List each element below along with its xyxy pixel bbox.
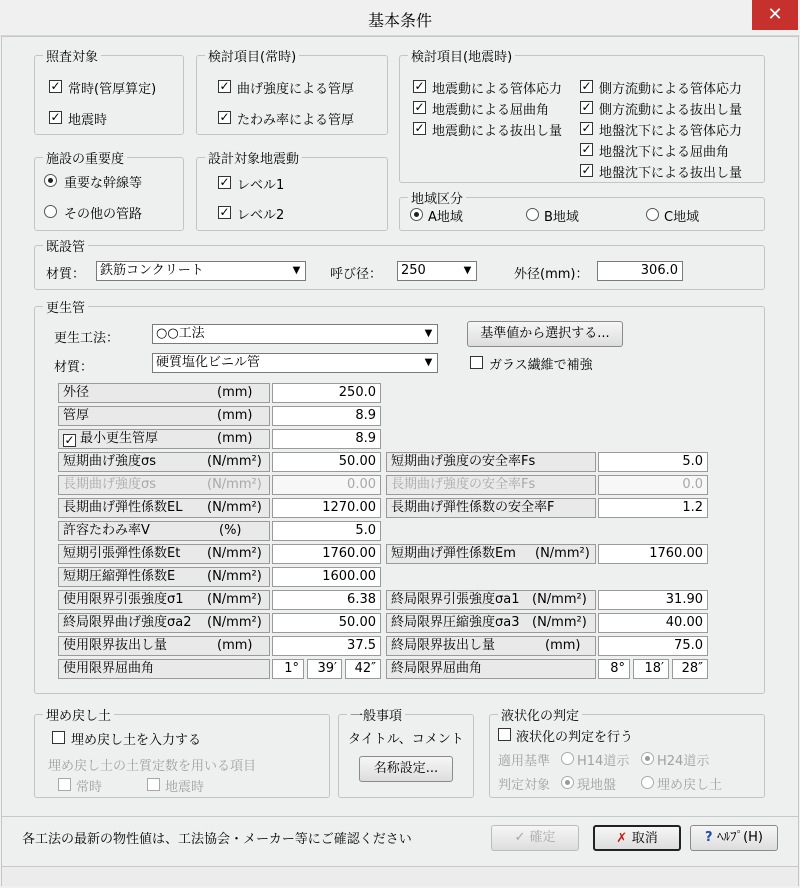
window-title: 基本条件	[367, 11, 432, 30]
row-r3-name: 短期曲げ弾性係数Em	[391, 546, 516, 561]
name-setting-button[interactable]: 名称設定...	[359, 756, 453, 782]
row-r3-value[interactable]: 1760.00	[598, 544, 708, 564]
row-l9-value[interactable]: 6.38	[272, 590, 381, 610]
group-juyodo-legend: 施設の重要度	[43, 148, 127, 167]
radio-genjiban-label: 現地盤	[577, 778, 617, 793]
row-r6-label	[386, 636, 596, 656]
row-r4-name: 終局限界引張強度σa1	[391, 592, 520, 607]
check-jishin-r1[interactable]: ✓	[581, 100, 592, 114]
row-minthick-name: 最小更生管厚	[80, 431, 159, 446]
kosei-method-label: 更生工法：	[54, 331, 120, 346]
check-umemodoshi-joji-label: 常時	[76, 780, 103, 795]
check-level1[interactable]: ✓	[219, 175, 230, 189]
check-icon: ✓	[514, 830, 530, 845]
radio-genjiban	[561, 776, 574, 789]
ekijoka-taisho-label: 判定対象	[498, 778, 551, 793]
row-r6-value[interactable]: 75.0	[598, 636, 708, 656]
row-r7-name: 終局限界屈曲角	[391, 661, 483, 676]
check-ekijoka[interactable]	[498, 728, 511, 741]
radio-chiiki-b-label: B地域	[544, 210, 579, 225]
kosei-method-value: ○○工法	[156, 326, 205, 341]
angle-use-sec[interactable]	[345, 659, 381, 679]
check-joji-kanatsu-label: 常時(管厚算定)	[68, 82, 157, 97]
kosei-material-select[interactable]	[152, 353, 438, 373]
radio-h24	[641, 752, 654, 765]
row-r3-unit: (N/mm²)	[535, 546, 590, 561]
row-l3-unit: (N/mm²)	[207, 454, 262, 469]
check-tawami-label: たわみ率による管厚	[237, 113, 355, 128]
row-r5-unit: (N/mm²)	[532, 615, 587, 630]
group-kisetsu-legend: 既設管	[43, 236, 88, 255]
row-r4-unit: (N/mm²)	[532, 592, 587, 607]
angle-ult-min[interactable]	[633, 659, 669, 679]
cancel-button[interactable]	[593, 825, 681, 851]
row-l3-label	[58, 452, 270, 472]
row-minthick-unit: (mm)	[217, 431, 253, 446]
check-level1-label: レベル1	[237, 178, 285, 193]
check-ekijoka-label: 液状化の判定を行う	[516, 730, 634, 745]
angle-ult-deg-value: 8	[610, 661, 619, 676]
row-l4-name: 長期曲げ強度σs	[63, 477, 157, 492]
bottom-bar	[2, 866, 798, 886]
radio-umemodoshi-label: 埋め戻し土	[657, 778, 723, 793]
angle-ult-sec-value: 28	[681, 661, 699, 676]
kisetsu-od-input[interactable]: 306.0	[597, 261, 683, 281]
check-joji-kanatsu[interactable]: ✓	[50, 79, 61, 93]
check-jishin-r0-label: 側方流動による管体応力	[599, 82, 743, 97]
row-l8-name: 短期圧縮弾性係数E	[63, 569, 176, 584]
check-umemodoshi-jishin-label: 地震時	[165, 780, 205, 795]
group-umemodoshi-legend: 埋め戻し土	[43, 705, 114, 724]
group-sekkei-legend: 設計対象地震動	[205, 148, 302, 167]
radio-juyo-0[interactable]	[44, 174, 57, 187]
row-r5-name: 終局限界圧縮強度σa3	[391, 615, 520, 630]
row-l6-value[interactable]: 5.0	[272, 521, 381, 541]
row-od-value[interactable]: 250.0	[272, 383, 381, 403]
check-umemodoshi-jishin	[147, 778, 160, 791]
row-r4-label	[386, 590, 596, 610]
check-level2-label: レベル2	[237, 208, 285, 223]
row-r1-name: 長期曲げ強度の安全率Fs	[391, 477, 536, 492]
group-chiiki-legend: 地域区分	[408, 188, 466, 207]
group-taisho-legend: 照査対象	[43, 46, 101, 65]
radio-juyo-0-label: 重要な幹線等	[64, 176, 143, 191]
radio-chiiki-c[interactable]	[646, 208, 659, 221]
row-r0-value[interactable]: 5.0	[598, 452, 708, 472]
check-jishin-r2[interactable]: ✓	[581, 121, 592, 135]
row-r0-label	[386, 452, 596, 472]
check-jishin-l2[interactable]: ✓	[414, 121, 425, 135]
degree-mark: °	[618, 661, 625, 676]
angle-use-min[interactable]	[307, 659, 342, 679]
row-l3-name: 短期曲げ強度σs	[63, 454, 157, 469]
ekijoka-kijun-label: 適用基準	[498, 754, 551, 769]
row-r1-label	[386, 475, 596, 495]
ok-button-label: 確定	[529, 830, 556, 845]
row-r3-label	[386, 544, 596, 564]
row-l5-value[interactable]: 1270.00	[272, 498, 381, 518]
second-mark: ″	[698, 661, 703, 676]
chevron-down-icon[interactable]: ▼	[420, 354, 437, 372]
radio-umemodoshi	[641, 776, 654, 789]
row-l8-unit: (N/mm²)	[207, 569, 262, 584]
radio-h14	[561, 752, 574, 765]
ok-button	[491, 825, 579, 851]
check-umemodoshi-label: 埋め戻し土を入力する	[71, 733, 202, 748]
row-thick-value[interactable]: 8.9	[272, 406, 381, 426]
minute-mark: ′	[334, 661, 337, 676]
kisetsu-od-label: 外径(mm)：	[514, 267, 589, 282]
minute-mark: ′	[661, 661, 664, 676]
question-icon: ?	[705, 830, 718, 845]
row-r5-value[interactable]: 40.00	[598, 613, 708, 633]
angle-use-deg[interactable]	[272, 659, 304, 679]
kosei-material-label: 材質：	[54, 360, 94, 375]
row-od-unit: (mm)	[217, 385, 253, 400]
check-minthick[interactable]: ✓	[64, 433, 75, 447]
row-l12-label	[58, 659, 270, 679]
check-level2[interactable]: ✓	[219, 205, 230, 219]
help-button[interactable]	[690, 825, 778, 851]
check-jishin-l2-label: 地震動による抜出し量	[432, 124, 563, 139]
row-l11-name: 使用限界抜出し量	[63, 638, 168, 653]
check-mage-label: 曲げ強度による管厚	[237, 82, 355, 97]
row-minthick-value[interactable]: 8.9	[272, 429, 381, 449]
row-od-name: 外径	[63, 385, 90, 400]
row-r4-value[interactable]: 31.90	[598, 590, 708, 610]
ippan-text: タイトル、コメント	[348, 732, 464, 747]
help-button-label: ﾍﾙﾌﾟ(H)	[717, 830, 763, 845]
check-umemodoshi-joji	[58, 778, 71, 791]
group-jishin-legend: 検討項目(地震時)	[408, 46, 515, 65]
radio-chiiki-a-label: A地域	[428, 210, 463, 225]
row-l12-name: 使用限界屈曲角	[63, 661, 155, 676]
row-l4-unit: (N/mm²)	[207, 477, 262, 492]
row-l10-value[interactable]: 50.00	[272, 613, 381, 633]
check-jishin[interactable]: ✓	[50, 110, 61, 124]
check-jishin-r4-label: 地盤沈下による抜出し量	[599, 166, 743, 181]
check-jishin-l1[interactable]: ✓	[414, 100, 425, 114]
row-r5-label	[386, 613, 596, 633]
angle-ult-deg[interactable]	[598, 659, 630, 679]
angle-use-min-value: 39	[317, 661, 335, 676]
row-r2-label	[386, 498, 596, 518]
row-l10-unit: (N/mm²)	[207, 615, 262, 630]
x-icon: ✗	[616, 831, 632, 846]
check-jishin-r2-label: 地盤沈下による管体応力	[599, 124, 743, 139]
kisetsu-nominal-label: 呼び径：	[330, 267, 383, 282]
check-glass[interactable]	[470, 356, 483, 369]
row-l5-unit: (N/mm²)	[207, 500, 262, 515]
second-mark: ″	[371, 661, 376, 676]
angle-ult-min-value: 18	[644, 661, 662, 676]
group-ippan-legend: 一般事項	[347, 705, 405, 724]
degree-mark: °	[292, 661, 299, 676]
check-jishin-l0-label: 地震動による管体応力	[432, 82, 563, 97]
row-thick-name: 管厚	[63, 408, 90, 423]
row-od-label	[58, 383, 270, 403]
row-r2-name: 長期曲げ弾性係数の安全率F	[391, 500, 555, 515]
row-l6-unit: (%)	[219, 523, 242, 538]
row-l6-label	[58, 521, 270, 541]
row-minthick-label	[58, 429, 270, 449]
kisetsu-nominal-select[interactable]	[397, 261, 477, 281]
row-l3-value[interactable]: 50.00	[272, 452, 381, 472]
row-l7-unit: (N/mm²)	[207, 546, 262, 561]
group-kosei-legend: 更生管	[43, 297, 88, 316]
group-ekijoka-legend: 液状化の判定	[498, 705, 582, 724]
row-l9-unit: (N/mm²)	[207, 592, 262, 607]
row-l8-label	[58, 567, 270, 587]
radio-h14-label: H14道示	[577, 754, 630, 769]
radio-juyo-1-label: その他の管路	[64, 207, 143, 222]
check-jishin-r3-label: 地盤沈下による屈曲角	[599, 145, 730, 160]
check-umemodoshi[interactable]	[52, 731, 65, 744]
row-l8-value[interactable]: 1600.00	[272, 567, 381, 587]
row-r7-label	[386, 659, 596, 679]
row-l4-value: 0.00	[272, 475, 381, 495]
row-l5-name: 長期曲げ弾性係数EL	[63, 500, 183, 515]
close-button[interactable]: ✕	[752, 0, 798, 30]
check-jishin-r3[interactable]: ✓	[581, 142, 592, 156]
group-sekkei	[196, 152, 388, 231]
row-r0-name: 短期曲げ強度の安全率Fs	[391, 454, 536, 469]
chevron-down-icon[interactable]: ▼	[420, 325, 437, 343]
row-l7-name: 短期引張弾性係数Et	[63, 546, 181, 561]
chevron-down-icon[interactable]: ▼	[459, 262, 476, 280]
umemodoshi-note: 埋め戻し土の土質定数を用いる項目	[48, 759, 257, 774]
row-r1-value: 0.0	[598, 475, 708, 495]
check-jishin-r1-label: 側方流動による抜出し量	[599, 103, 743, 118]
kisetsu-nominal-value: 250	[401, 263, 426, 278]
angle-use-sec-value: 42	[354, 661, 372, 676]
row-l11-label	[58, 636, 270, 656]
row-thick-label	[58, 406, 270, 426]
radio-juyo-1[interactable]	[44, 205, 57, 218]
row-l11-unit: (mm)	[217, 638, 253, 653]
select-from-standard-button[interactable]: 基準値から選択する...	[467, 321, 623, 347]
row-l10-label	[58, 613, 270, 633]
row-l7-label	[58, 544, 270, 564]
kosei-material-value: 硬質塩化ビニル管	[156, 355, 261, 370]
row-l7-value[interactable]: 1760.00	[272, 544, 381, 564]
row-r2-value[interactable]: 1.2	[598, 498, 708, 518]
row-l6-name: 許容たわみ率V	[63, 523, 150, 538]
angle-ult-sec[interactable]	[672, 659, 708, 679]
check-jishin-r0[interactable]: ✓	[581, 79, 592, 93]
group-joji-legend: 検討項目(常時)	[205, 46, 299, 65]
check-tawami[interactable]: ✓	[219, 110, 230, 124]
row-r6-name: 終局限界抜出し量	[391, 638, 496, 653]
kisetsu-material-select[interactable]	[96, 261, 306, 281]
check-jishin-l0[interactable]: ✓	[414, 79, 425, 93]
kisetsu-material-label: 材質：	[46, 267, 86, 282]
kosei-method-select[interactable]	[152, 324, 438, 344]
row-l9-name: 使用限界引張強度σ1	[63, 592, 184, 607]
angle-use-deg-value: 1	[284, 661, 293, 676]
row-thick-unit: (mm)	[217, 408, 253, 423]
kisetsu-material-value: 鉄筋コンクリート	[100, 263, 204, 278]
footer-message: 各工法の最新の物性値は、工法協会・メーカー等にご確認ください	[22, 832, 412, 847]
row-l11-value[interactable]: 37.5	[272, 636, 381, 656]
chevron-down-icon[interactable]: ▼	[288, 262, 305, 280]
radio-chiiki-c-label: C地域	[664, 210, 700, 225]
check-jishin-l1-label: 地震動による屈曲角	[432, 103, 550, 118]
radio-chiiki-a[interactable]	[410, 208, 423, 221]
row-r6-unit: (mm)	[545, 638, 581, 653]
cancel-button-label: 取消	[631, 831, 658, 846]
check-mage[interactable]: ✓	[219, 79, 230, 93]
row-l5-label	[58, 498, 270, 518]
row-l9-label	[58, 590, 270, 610]
check-jishin-label: 地震時	[68, 113, 108, 128]
row-l10-name: 終局限界曲げ強度σa2	[63, 615, 192, 630]
check-jishin-r4[interactable]: ✓	[581, 163, 592, 177]
row-l4-label	[58, 475, 270, 495]
check-glass-label: ガラス繊維で補強	[489, 358, 593, 373]
radio-h24-label: H24道示	[657, 754, 710, 769]
radio-chiiki-b[interactable]	[526, 208, 539, 221]
